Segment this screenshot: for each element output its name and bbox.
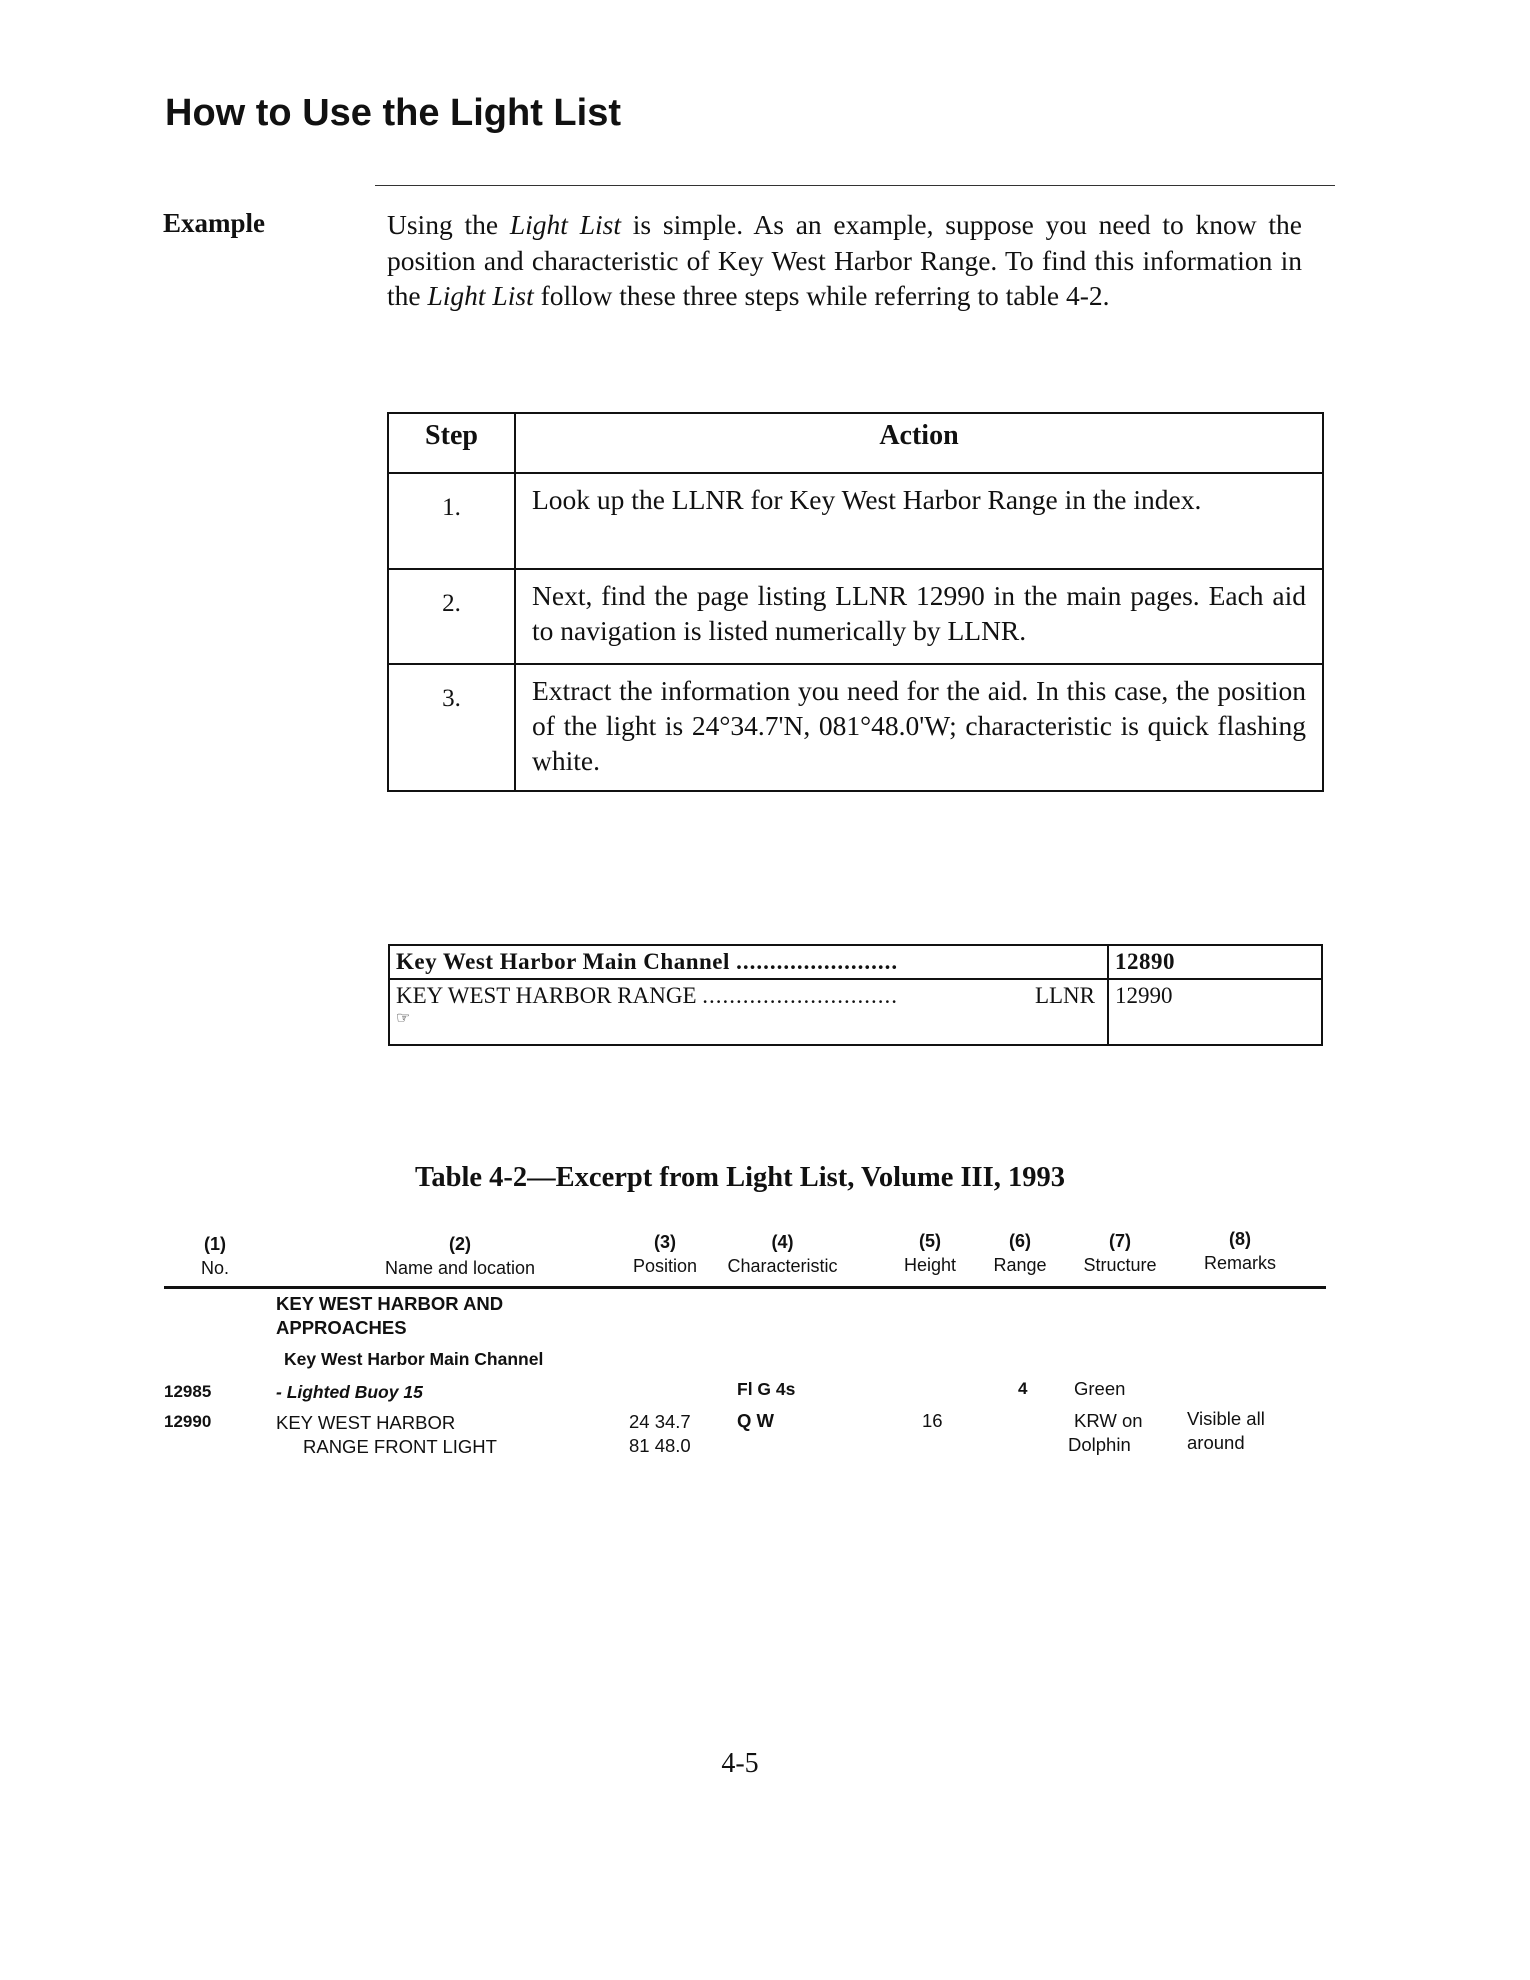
column-number: (1) [204,1234,226,1254]
intro-text-2: is simple. As an example, suppose you need to know the position and characteristic of Key West Harbor Range. To find this information in the [387,209,1302,311]
light-name: KEY WEST HARBOR [276,1412,456,1433]
column-number: (4) [771,1232,794,1252]
column-label: Structure [1083,1255,1157,1275]
action-column-header: Action [515,413,1323,473]
column-number: (6) [1009,1231,1031,1251]
light-characteristic: Fl G 4s [737,1379,796,1399]
table-caption: Table 4-2—Excerpt from Light List, Volume III, 1993 [414,1162,1065,1193]
index-entry-label: KEY WEST HARBOR RANGE [396,983,697,1008]
light-position: 81 48.0 [629,1435,691,1456]
index-entry-name [389,945,1108,979]
index-row-main-channel [389,945,1322,979]
light-remarks: Visible all [1187,1408,1265,1429]
step-number: 2. [388,569,515,664]
column-number: (5) [919,1231,941,1251]
light-structure: Dolphin [1068,1434,1131,1455]
column-number: (2) [449,1234,471,1254]
index-entry-number: 12990 [1108,979,1322,1045]
light-position: 24 34.7 [629,1411,691,1432]
table-row [388,664,1323,791]
section-label-example: Example [163,208,266,238]
column-label: Remarks [1203,1253,1276,1273]
column-header-height [890,1229,970,1277]
pointing-hand-icon: ☞ [396,1010,411,1027]
light-structure: KRW on [1074,1410,1143,1431]
column-header-name [345,1232,575,1280]
light-list-excerpt [160,1229,1330,1482]
column-label: Height [903,1255,957,1275]
section-heading: KEY WEST HARBOR AND [276,1293,504,1314]
index-entry-name [389,979,1108,1045]
column-header-structure [1070,1229,1170,1277]
column-label: Range [993,1255,1047,1275]
table-row [388,569,1323,664]
page-number: 4-5 [721,1748,759,1779]
light-name: RANGE FRONT LIGHT [303,1436,497,1457]
intro-italic-light-list-1: Light List [509,209,621,240]
section-heading: APPROACHES [276,1317,407,1338]
table-row [388,473,1323,569]
dot-leader: ........................ [736,949,899,974]
intro-text-3: follow these three steps while referring to table 4-2. [533,280,1110,311]
column-number: (3) [654,1232,676,1252]
subsection-heading: Key West Harbor Main Channel [284,1349,544,1369]
light-remarks: around [1187,1432,1245,1453]
light-height: 16 [922,1410,943,1431]
column-number: (8) [1229,1229,1251,1249]
column-header-remarks [1190,1227,1290,1275]
intro-italic-light-list-2: Light List [427,280,534,311]
column-label: Characteristic [727,1256,838,1276]
steps-table-header [388,413,1323,473]
intro-paragraph [387,207,1302,314]
step-action: Next, find the page listing LLNR 12990 in the main pages. Each aid to navigation is listed numerically by LLNR. [515,569,1323,664]
step-action: Look up the LLNR for Key West Harbor Range in the index. [515,473,1323,569]
light-number: 12985 [164,1382,212,1401]
index-entry-label: Key West Harbor Main Channel [396,949,730,974]
light-range: 4 [1018,1379,1028,1398]
step-number: 1. [388,473,515,569]
header-divider [164,1286,1326,1289]
page-title: How to Use the Light List [165,92,621,134]
index-entry-number: 12890 [1108,945,1322,979]
light-characteristic: Q W [737,1410,774,1431]
intro-text-1: Using the [387,209,510,240]
column-header-range [980,1229,1060,1277]
column-label: Name and location [384,1258,536,1278]
column-number: (7) [1109,1231,1131,1251]
dot-leader: ............................. [702,983,899,1008]
steps-table [387,412,1324,792]
light-structure: Green [1074,1378,1126,1399]
index-row-range [389,979,1322,1045]
step-column-header: Step [388,413,515,473]
column-label: Position [632,1256,698,1276]
light-name: - Lighted Buoy 15 [276,1382,423,1402]
column-header-no [160,1232,270,1280]
column-header-characteristic [720,1230,845,1278]
llnr-tag: LLNR [1034,983,1095,1008]
index-excerpt [388,944,1323,1046]
step-number: 3. [388,664,515,791]
title-divider [375,185,1335,186]
column-header-position [620,1230,710,1278]
column-label: No. [200,1258,229,1278]
light-number: 12990 [164,1412,212,1431]
step-action: Extract the information you need for the aid. In this case, the position of the light is 24°34.7'N, 081°48.0'W; characteristic is quick flashing white. [515,664,1323,791]
